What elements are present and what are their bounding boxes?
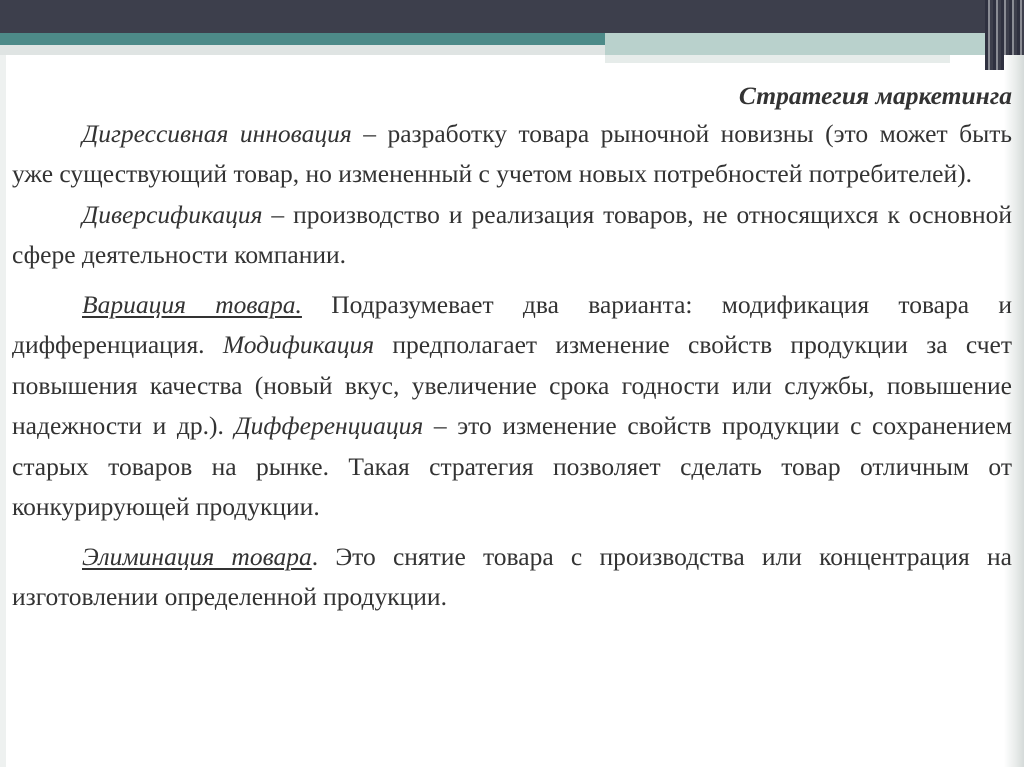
slide-content [12, 76, 1012, 618]
header-accent-bar-shadow [605, 55, 950, 63]
paragraph-product-variation [12, 285, 1012, 528]
header-accent-bar [605, 33, 995, 55]
term-product-variation: Вариация товара. [82, 289, 302, 319]
paragraph-digressive-innovation [12, 114, 1012, 195]
paragraph-text: – это изменение свойств продукции с сохранением старых товаров на рынке. Такая стратегия позволяет сделать товар отличным от конкурирующей продукции. [12, 411, 1012, 521]
paragraph-product-elimination [12, 537, 1012, 618]
slide-title: Стратегия маркетинга [738, 81, 1012, 110]
header-band-dark [0, 0, 1024, 33]
paragraph-text: – разработку товара рыночной новизны (это может быть уже существующий товар, но измененный с учетом новых потребностей потребителей). [12, 118, 1012, 188]
paragraph-text: Подразумевает два варианта: модификация товара и дифференциация. [12, 289, 1012, 359]
term-digressive-innovation: Дигрессивная инновация [82, 118, 352, 148]
paragraph-text: – производство и реализация товаров, не относящихся к основной сфере деятельности компании. [12, 199, 1012, 269]
paragraph-diversification [12, 195, 1012, 276]
left-edge-decoration [0, 55, 6, 767]
term-product-elimination: Элиминация товара [82, 541, 312, 571]
paragraph-text: предполагает изменение свойств продукции за счет повышения качества (новый вкус, увеличение срока годности или службы, повышение надежности и др.). [12, 330, 1012, 440]
paragraph-text: . Это снятие товара с производства или концентрация на изготовлении определенной продукции. [12, 541, 1012, 611]
term-diversification: Диверсификация [82, 199, 263, 229]
term-modification: Модификация [222, 330, 375, 359]
term-differentiation: Дифференциация [234, 411, 424, 440]
